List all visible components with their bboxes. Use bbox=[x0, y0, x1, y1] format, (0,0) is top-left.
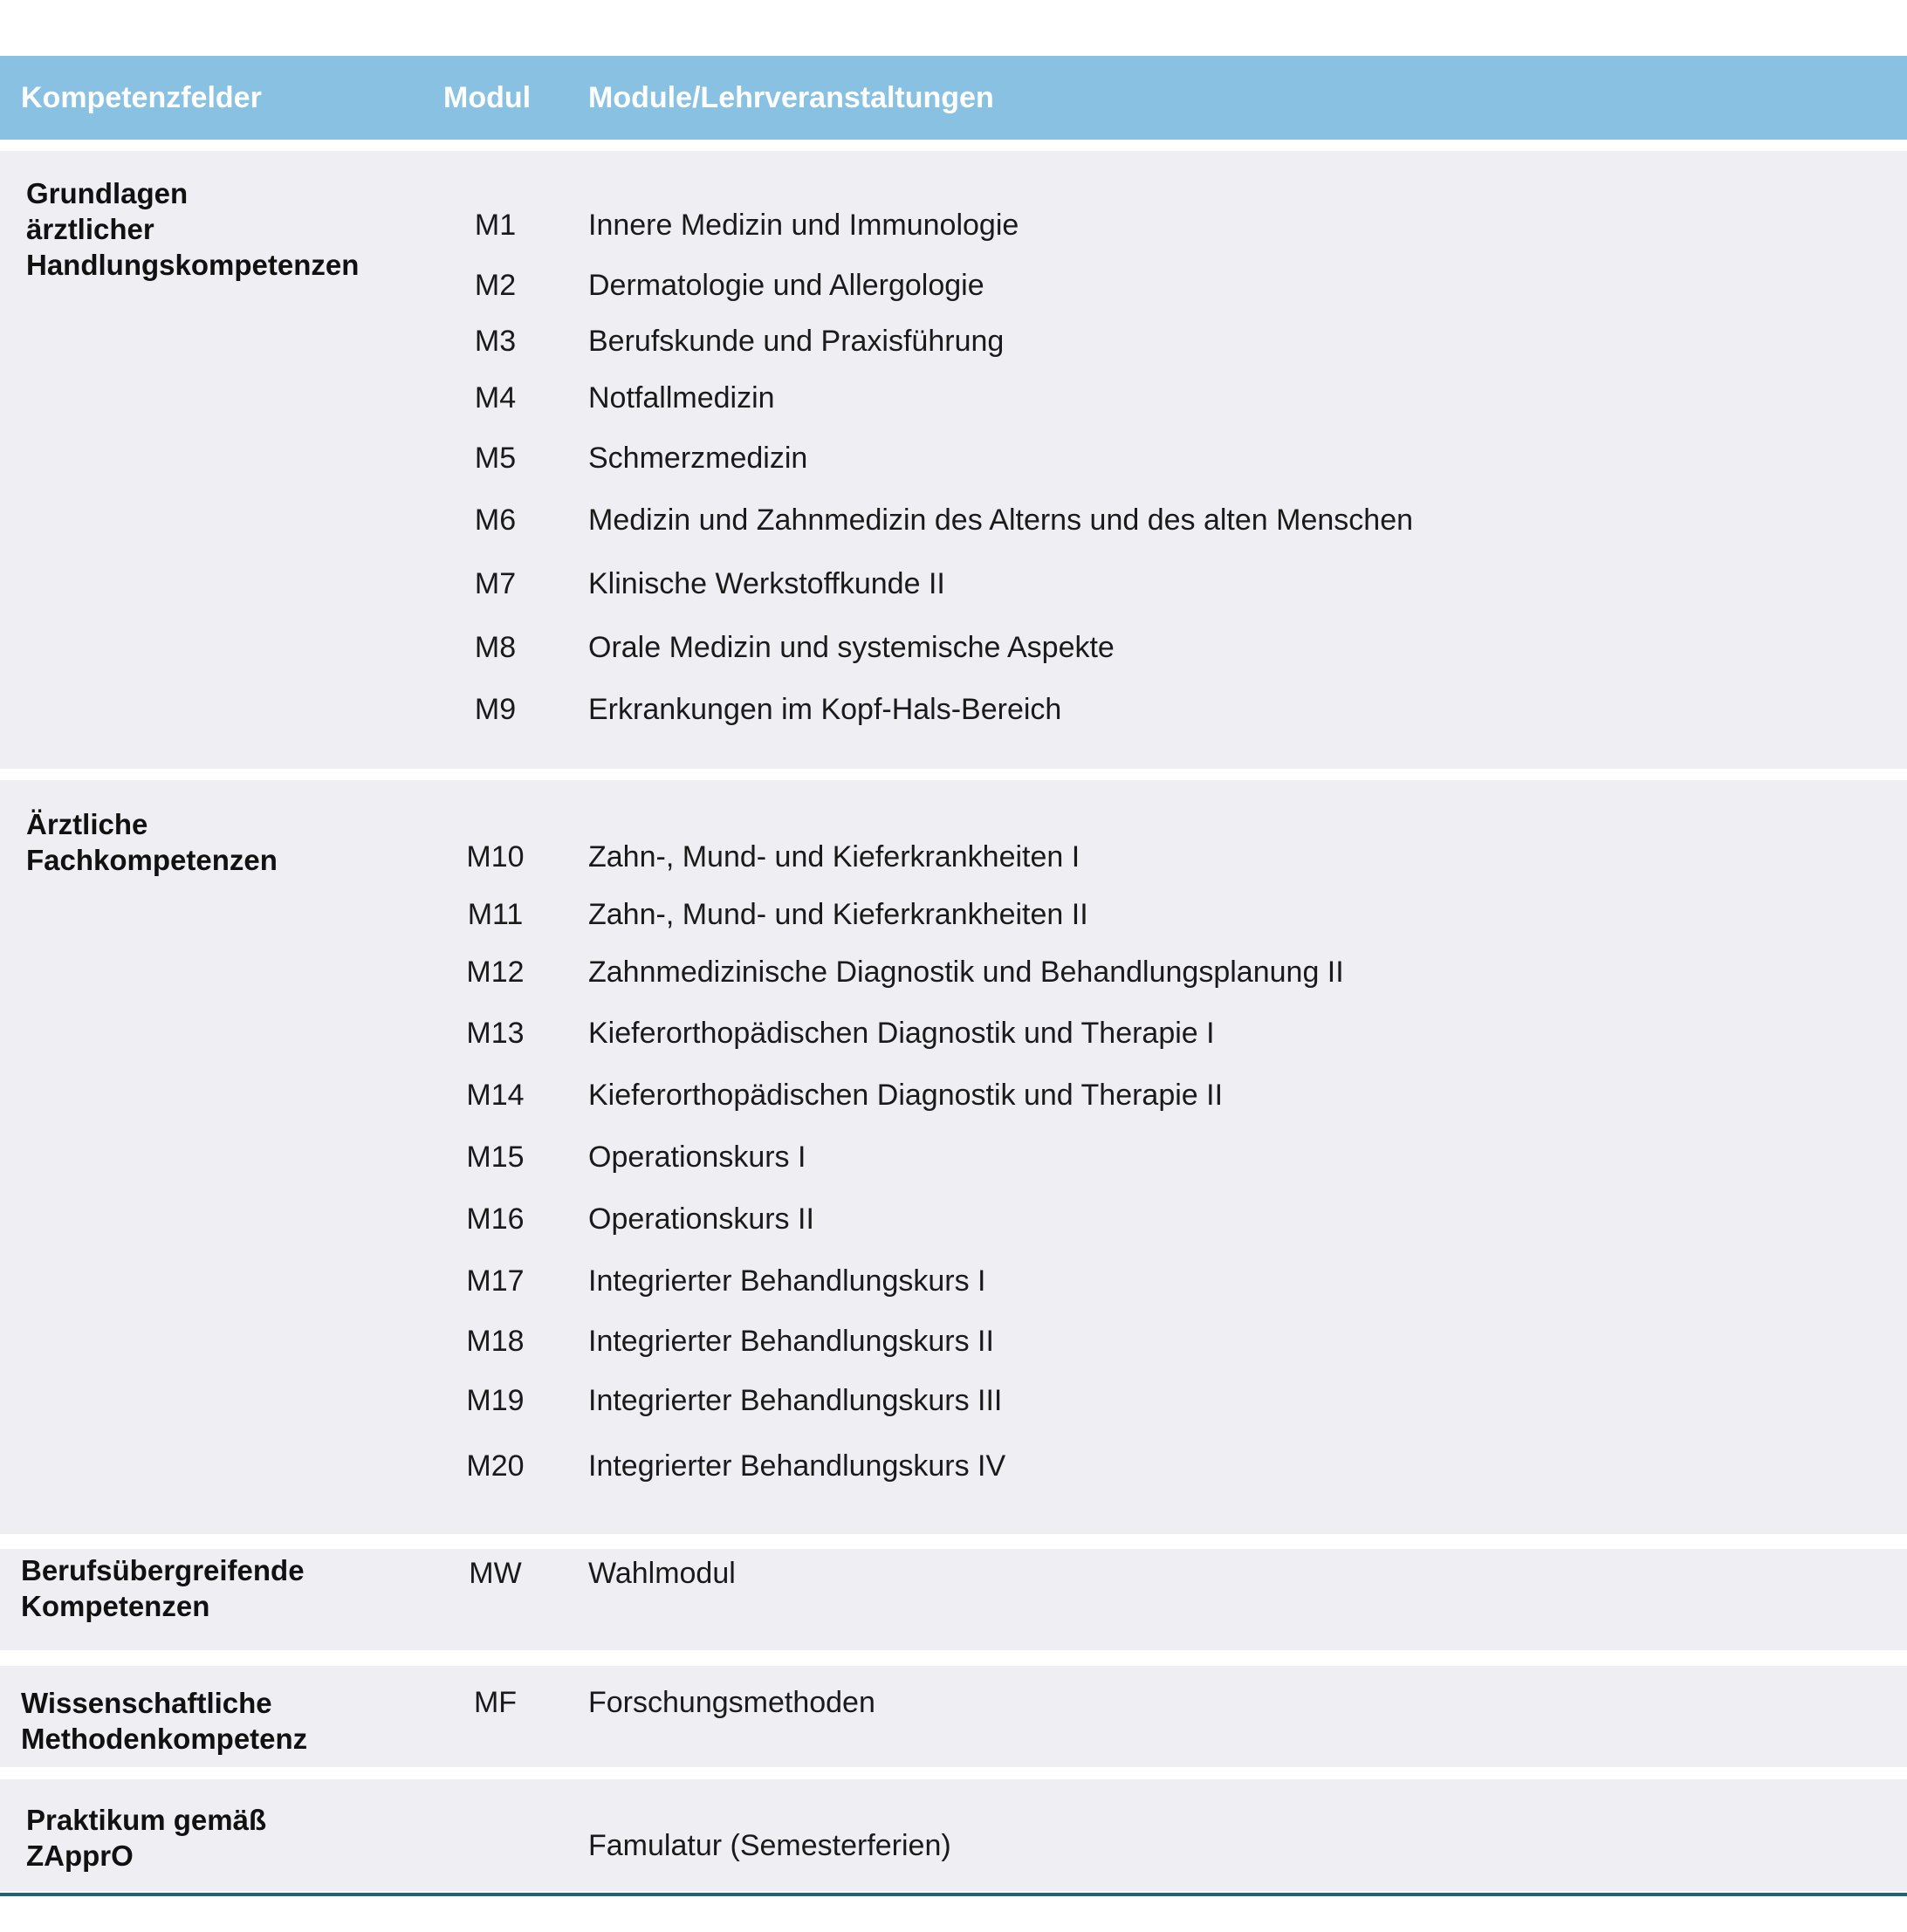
module-code: M17 bbox=[466, 1264, 525, 1298]
module-title: Integrierter Behandlungskurs III bbox=[588, 1384, 1003, 1417]
module-title: Schmerzmedizin bbox=[588, 442, 808, 475]
module-title: Integrierter Behandlungskurs II bbox=[588, 1325, 994, 1358]
header-modul: Modul bbox=[443, 81, 532, 114]
module-title: Wahlmodul bbox=[588, 1557, 736, 1590]
module-title: Innere Medizin und Immunologie bbox=[588, 209, 1019, 242]
section-praktikum bbox=[0, 1779, 1907, 1891]
module-code: M11 bbox=[467, 898, 524, 931]
module-title: Kieferorthopädischen Diagnostik und Therapie I bbox=[588, 1017, 1215, 1050]
module-code: M12 bbox=[466, 956, 525, 989]
module-code: M3 bbox=[474, 325, 517, 358]
table-header bbox=[0, 56, 1907, 140]
field-label: Ärztliche Fachkompetenzen bbox=[26, 808, 278, 876]
module-code: M14 bbox=[466, 1079, 525, 1112]
module-code: M16 bbox=[466, 1202, 525, 1236]
module-code: M6 bbox=[474, 504, 517, 537]
module-code: M2 bbox=[474, 269, 517, 302]
module-title: Berufskunde und Praxisführung bbox=[588, 325, 1005, 358]
section-fachkompetenzen bbox=[0, 780, 1907, 1534]
module-code: M18 bbox=[466, 1325, 525, 1358]
module-code: M1 bbox=[474, 209, 517, 242]
module-code: M10 bbox=[466, 840, 525, 874]
module-title: Zahn-, Mund- und Kieferkrankheiten I bbox=[588, 840, 1080, 874]
module-code: M9 bbox=[474, 693, 517, 726]
section-wissenschaftlich bbox=[0, 1666, 1907, 1767]
field-label: Wissenschaftliche Methodenkompetenz bbox=[21, 1687, 308, 1755]
bottom-rule bbox=[0, 1893, 1907, 1896]
module-title: Klinische Werkstoffkunde II bbox=[588, 567, 945, 600]
module-title: Notfallmedizin bbox=[588, 381, 775, 414]
section-berufsuebergreifend bbox=[0, 1549, 1907, 1650]
module-title: Medizin und Zahnmedizin des Alterns und des alten Menschen bbox=[588, 504, 1414, 537]
field-label: Grundlagen ärztlicher Handlungskompetenzen bbox=[26, 177, 360, 281]
module-title: Zahnmedizinische Diagnostik und Behandlungsplanung II bbox=[588, 956, 1344, 989]
section-grundlagen bbox=[0, 151, 1907, 769]
module-title: Famulatur (Semesterferien) bbox=[588, 1829, 951, 1862]
module-title: Zahn-, Mund- und Kieferkrankheiten II bbox=[588, 898, 1088, 931]
module-code: M4 bbox=[474, 381, 517, 414]
module-title: Operationskurs I bbox=[588, 1141, 806, 1174]
module-code: M20 bbox=[466, 1449, 525, 1483]
module-code: MF bbox=[473, 1686, 518, 1719]
module-code: M15 bbox=[466, 1141, 525, 1174]
field-label: Praktikum gemäß ZApprO bbox=[26, 1804, 267, 1872]
module-code: M13 bbox=[466, 1017, 525, 1050]
header-kompetenzfelder: Kompetenzfelder bbox=[21, 81, 262, 114]
module-title: Integrierter Behandlungskurs IV bbox=[588, 1449, 1006, 1483]
field-label: Berufsübergreifende Kompetenzen bbox=[21, 1554, 305, 1622]
module-code: MW bbox=[469, 1557, 522, 1590]
module-title: Operationskurs II bbox=[588, 1202, 814, 1236]
module-code: M19 bbox=[466, 1384, 525, 1417]
module-title: Dermatologie und Allergologie bbox=[588, 269, 984, 302]
module-title: Kieferorthopädischen Diagnostik und Therapie II bbox=[588, 1079, 1224, 1112]
module-title: Orale Medizin und systemische Aspekte bbox=[588, 631, 1115, 664]
module-code: M8 bbox=[474, 631, 517, 664]
module-code: M5 bbox=[474, 442, 517, 475]
module-title: Forschungsmethoden bbox=[588, 1686, 875, 1719]
header-module-lehrveranstaltungen: Module/Lehrveranstaltungen bbox=[588, 81, 994, 114]
module-title: Erkrankungen im Kopf-Hals-Bereich bbox=[588, 693, 1062, 726]
module-title: Integrierter Behandlungskurs I bbox=[588, 1264, 986, 1298]
module-code: M7 bbox=[474, 567, 517, 600]
